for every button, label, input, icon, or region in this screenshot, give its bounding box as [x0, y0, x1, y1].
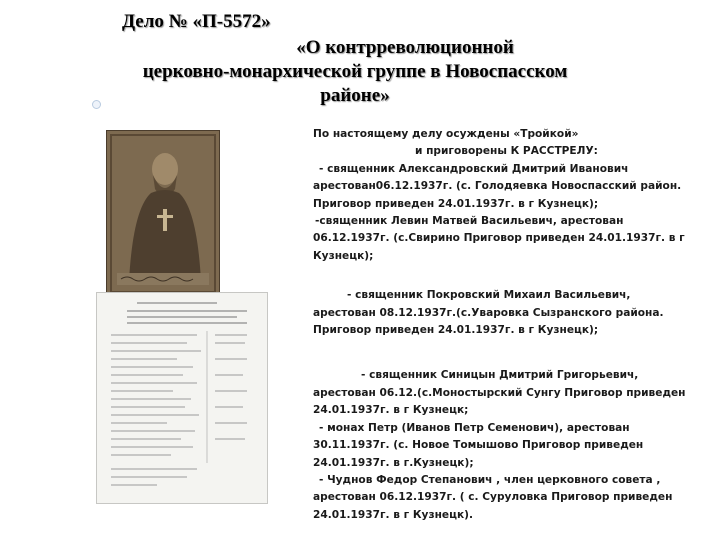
entry-aleksandrovsky: - священник Александровский Дмитрий Иванович арестован06.12.1937г. (с. Голодяевка Новоспасский район. Приговор приведен 24.01.1937г. в г Кузнецк);: [313, 162, 682, 210]
entry-monk-petr: - монах Петр (Иванов Петр Семенович), арестован 30.11.1937г. (с. Новое Томышово Приговор приведен 24.01.1937г. в г.Кузнецк);: [313, 421, 644, 469]
title-line-1: «О контрреволюционной: [296, 37, 514, 58]
entry-pokrovsky: - священник Покровский Михаил Васильевич, арестован 08.12.1937г.(с.Уваровка Сызранского района. Приговор приведен 24.01.1937г. в г Кузнецк);: [313, 289, 664, 337]
case-title: Дело № «П-5572»: [122, 11, 271, 32]
title-line-2: церковно-монархической группе в Новоспасском: [142, 61, 568, 82]
case-description: [313, 126, 693, 524]
intro-line-2: и приговорены К РАССТРЕЛУ:: [415, 145, 598, 158]
page-title: [120, 36, 590, 108]
document-scan: [96, 292, 268, 504]
portrait-photo-image: [107, 131, 219, 296]
title-line-3: районе»: [320, 85, 390, 106]
portrait-photo: [106, 130, 220, 297]
intro-line-1: По настоящему делу осуждены «Тройкой»: [313, 128, 579, 140]
entry-sinitsyn: - священник Синицын Дмитрий Григорьевич, арестован 06.12.(с.Моностырский Сунгу Приговор приведен 24.01.1937г. в г Кузнецк;: [313, 369, 686, 417]
entry-chudnov: - Чуднов Федор Степанович , член церковного совета , арестован 06.12.1937г. ( с. Суруловка Приговор приведен 24.01.1937г. в г Кузнецк).: [313, 473, 673, 521]
decorative-dot: [92, 100, 101, 109]
entry-levin: -священник Левин Матвей Васильевич, арестован 06.12.1937г. (с.Свирино Приговор приведен 24.01.1937г. в г Кузнецк);: [313, 215, 685, 262]
intro-text: [313, 126, 693, 161]
document-scan-image: [97, 293, 267, 503]
